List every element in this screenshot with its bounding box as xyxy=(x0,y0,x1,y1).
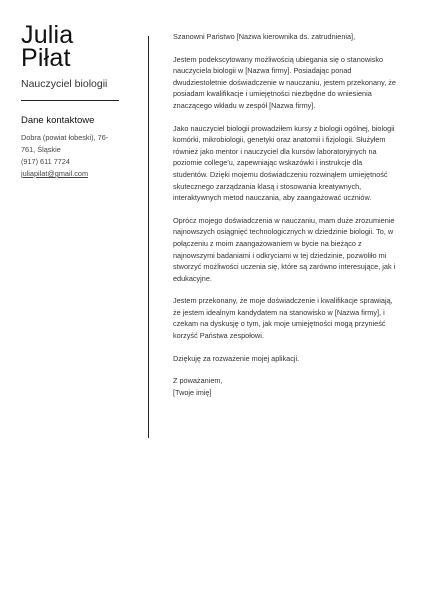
job-title: Nauczyciel biologii xyxy=(21,78,108,90)
paragraph-5: Dziękuję za rozważenie mojej aplikacji. xyxy=(173,353,300,363)
signature: [Twoje imię] xyxy=(173,387,212,397)
paragraph-1: Jestem podekscytowany możliwością ubiegania się o stanowisko nauczyciela biologii w [Nazwa firmy]. Posiadając ponad dwudziestoletnie doświadczenie w nauczaniu, jestem przekonany, że posiadam kwalifikacje i umiejętności niezbędne do wniesienia znaczącego wkładu w zespół [Nazwa firmy]. xyxy=(173,54,396,110)
paragraph-2: Jako nauczyciel biologii prowadziłem kursy z biologii ogólnej, biologii komórki, mikrobiologii, genetyki oraz anatomii i fizjologii. Służyłem również jako mentor i nauczyciel dla kursów laboratoryjnych na poziomie college'u, zapewniając wskazówki i instrukcje dla studentów. Dzięki mojemu doświadczeniu rozwinąłem umiejętność skutecznego zarządzania klasą i stosowania kreatywnych, interaktywnych metod nauczania, aby zaangażować uczniów. xyxy=(173,123,395,203)
salutation: Szanowni Państwo [Nazwa kierownika ds. zatrudnienia], xyxy=(173,32,356,41)
first-name: Julia xyxy=(21,21,74,49)
paragraph-3: Oprócz mojego doświadczenia w nauczaniu, mam duże zrozumienie najnowszych osiągnięć technologicznych w dziedzinie biologii. To, w połączeniu z moim zaangażowaniem w bycie na bieżąco z najnowszymi badaniami i odkryciami w tej dziedzinie, pozwoliło mi stworzyć możliwości uczenia się, które są zarówno interesujące, jak i edukacyjne. xyxy=(173,215,396,283)
address-line-2: 761, Śląskie xyxy=(21,145,61,154)
phone-number: (917) 611 7724 xyxy=(21,157,70,166)
closing: Z poważaniem, xyxy=(173,376,223,386)
email-link[interactable]: juliapilat@gmail.com xyxy=(21,169,89,178)
last-name: Piłat xyxy=(21,44,71,72)
sidebar-divider xyxy=(21,100,119,101)
address-line-1: Dobra (powiat łobeski), 76- xyxy=(21,133,109,142)
column-divider xyxy=(148,36,149,438)
sidebar xyxy=(21,21,121,180)
closing-block xyxy=(173,375,398,398)
paragraph-4: Jestem przekonany, że moje doświadczenie i kwalifikacje sprawiają, że jestem idealnym kandydatem na stanowisko w [Nazwa firmy], i czekam na dyskusję o tym, jak moje umiejętności mogą przynieść korzyść Państwa zespołowi. xyxy=(173,296,393,341)
cover-letter xyxy=(173,31,398,398)
contact-heading: Dane kontaktowe xyxy=(21,115,95,126)
contact-details xyxy=(21,132,121,180)
